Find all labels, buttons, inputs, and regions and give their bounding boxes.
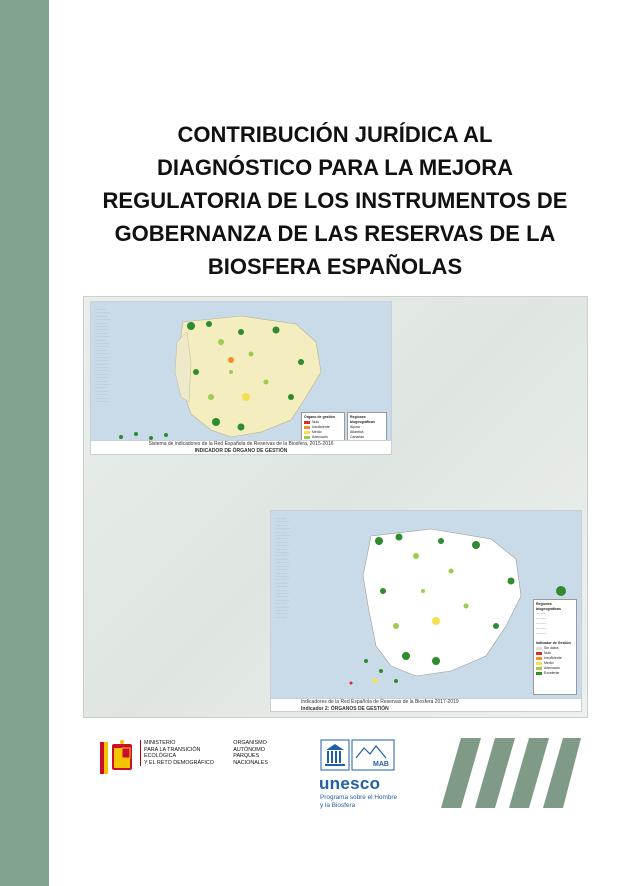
reserve-list-b: ············· ················· ··············· ·················· ·············· ················· ················ ··············· ················· ·············· ················ ················· ·············· ················ ················· ··············· ·············· ················ ················· ··············· ················ ·············· ················· ··············· ················ ·············· ················· ··············· ················ ··············: [275, 517, 291, 619]
spain-coat-of-arms-icon: [100, 740, 136, 776]
ministry-line: MINISTERIO: [144, 740, 176, 746]
legend-item: Nulo: [312, 420, 320, 424]
cover-figure: [83, 296, 588, 718]
document-title: [70, 118, 600, 283]
legend-item: Adecuado: [312, 435, 328, 439]
unesco-temple-icon: [320, 738, 400, 772]
legend-item: Medio: [544, 661, 554, 665]
ministry-name: [140, 740, 227, 766]
map-indicator-2017-2019: [270, 510, 582, 712]
legend-item: Nulo: [544, 651, 552, 655]
mab-label: MAB: [373, 761, 389, 768]
unesco-wordmark: unesco: [319, 774, 381, 793]
legend-item: Insuficiente: [544, 656, 562, 660]
reserve-list-a: ············· ················· ··············· ·················· ·············· ················· ················ ··············· ················· ·············· ················ ················· ·············· ················ ················· ··············· ·············· ················ ················· ··············· ················ ·············· ················· ··············· ················ ·············· ················· ···············: [95, 308, 111, 403]
map-a-caption-line2: INDICADOR DE ÓRGANO DE GESTIÓN: [194, 448, 288, 454]
stripes-logo-icon: [441, 738, 581, 808]
map-a-caption: [91, 440, 391, 454]
mab-program-name: [320, 794, 397, 810]
legend-title: Órgano de gestión: [304, 415, 335, 419]
mab-line: Programa sobre el Hombre: [320, 794, 398, 801]
legend-item: Medio: [312, 430, 322, 434]
title-line-2: DIAGNÓSTICO PARA LA MEJORA: [156, 155, 514, 180]
legend-title: Regiones biogeográficas: [536, 602, 561, 611]
title-line-4: GOBERNANZA DE LAS RESERVAS DE LA: [114, 221, 556, 246]
legend-title: Indicador de Gestión: [536, 641, 571, 645]
map-b-caption: [271, 698, 581, 711]
unesco-mab-logo: [318, 738, 408, 818]
title-line-3: REGULATORIA DE LOS INSTRUMENTOS DE: [102, 188, 568, 213]
legend-item: Insuficiente: [312, 425, 330, 429]
legend-item: Alpina: [350, 425, 360, 429]
oapn-line: PARQUES: [233, 753, 260, 760]
legend-map-b: Regiones biogeográficas ········· ········· ········· ········· ········· Indicador de Gestión Sin datos Nulo Insuficiente Medio Adecuado Excelente: [533, 599, 577, 695]
oapn-line: AUTÓNOMO: [233, 746, 265, 753]
mab-line: y la Biosfera: [320, 802, 356, 809]
map-b-caption-line2: Indicador 2: ÓRGANOS DE GESTIÓN: [301, 706, 389, 712]
map-indicator-2015-2016: [90, 301, 392, 455]
legend-biogeographic: [347, 412, 387, 442]
legend-management: [301, 412, 345, 442]
logo-row: [0, 730, 619, 820]
map-b-caption-line1: Indicadores de la Red Española de Reservas de la Biosfera 2017-2019: [301, 699, 459, 705]
legend-title: Regiones biogeográficas: [350, 415, 375, 424]
legend-item: Adecuado: [544, 666, 560, 670]
legend-item: Canarias: [350, 435, 365, 439]
oapn-line: ORGANISMO: [233, 740, 267, 746]
ministry-line: Y EL RETO DEMOGRÁFICO: [144, 759, 214, 766]
title-line-1: CONTRIBUCIÓN JURÍDICA AL: [177, 122, 493, 147]
ministry-logo: [100, 740, 268, 778]
ministry-line: PARA LA TRANSICIÓN ECOLÓGICA: [144, 746, 201, 760]
map-a-caption-line1: Sistema de indicadores de la Red Española de Reservas de la Biosfera, 2015-2016: [148, 441, 334, 447]
title-line-5: BIOSFERA ESPAÑOLAS: [207, 254, 463, 279]
legend-item: Excelente: [544, 671, 560, 675]
oapn-name: [233, 740, 268, 766]
legend-item: Sin datos: [544, 646, 559, 650]
legend-item: Atlántica: [350, 430, 364, 434]
oapn-line: NACIONALES: [233, 759, 268, 766]
